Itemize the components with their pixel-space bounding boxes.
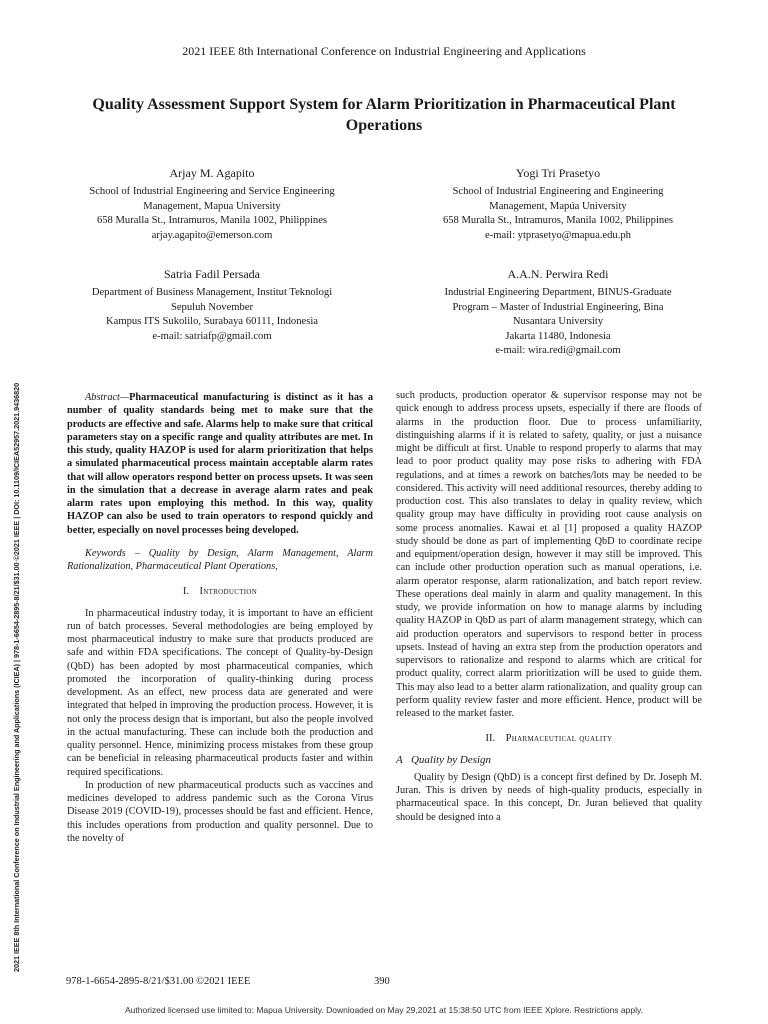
page-number: 390 — [374, 976, 390, 987]
subsection-letter: A — [396, 753, 403, 766]
author-affiliation-line: Sepuluh November — [170, 301, 254, 313]
section-heading-pharmaceutical-quality — [396, 732, 702, 745]
doi-sidebar: 2021 IEEE 8th International Conference on Industrial Engineering and Applications (ICIEA) | 978-1-6654-2895-8/21/$31.00 ©2021 IEEE | DOI: 10.1109/ICIEA52957.2021.9436820 — [12, 382, 21, 972]
author-email: e-mail: wira.redi@gmail.com — [495, 345, 621, 357]
section-heading-introduction — [67, 585, 373, 598]
author-email: e-mail: ytprasetyo@mapua.edu.ph — [485, 229, 631, 241]
paper-title: Quality Assessment Support System for Alarm Prioritization in Pharmaceutical Plant Operations — [92, 96, 676, 134]
left-column — [67, 391, 373, 845]
abstract — [67, 391, 373, 537]
author-affiliation-line: 658 Muralla St., Intramuros, Manila 1002, Philippines — [442, 215, 674, 227]
author-email: arjay.agapito@emerson.com — [151, 229, 273, 241]
author-block-4 — [408, 266, 708, 359]
paragraph: In pharmaceutical industry today, it is important to have an efficient run of batch processes. Several methodologies are being employed by most pharmaceutical industry to make sure that products produced are safe and within FDA specifications. The concept of Quality-by-Design (QbD) has been adopted by most pharmaceutical companies, which promoted the incorporation of quality-thinking during process development. As an effect, new process data are generated and were integrated that helped in improving the production process. However, it is not only the process design that is important, but also the people involved in the actual manufacturing. These can include both the production and quality personnel. Hence, minimizing process mistakes from these group can be beneficial in releasing pharmaceutical products faster and within required specifications. — [67, 607, 373, 778]
author-affiliation-line: Department of Business Management, Institut Teknologi — [91, 287, 333, 298]
author-name: A.A.N. Perwira Redi — [507, 267, 609, 281]
abstract-text: Pharmaceutical manufacturing is distinct as it has a number of quality standards being met to make sure that the products are effective and safe. Alarms help to make sure that critical parameters stay on a specific range and quality attributes are met. In this study, quality HAZOP is used for alarm prioritization that helps a simulated pharmaceutical process maintain acceptable alarm rates that will allow operators respond better on process upsets. It was seen in the simulation that a decrease in average alarm rates and peak alarm rates upon employing this method. In this way, quality HAZOP can also be used to train operators to respond quickly and better, especially on novel processes being developed. — [67, 392, 373, 536]
section-number: II. — [485, 733, 496, 745]
author-affiliation-line: Kampus ITS Sukolilo, Surabaya 60111, Indonesia — [106, 316, 318, 328]
author-block-3 — [62, 266, 362, 344]
author-affiliation-line: 658 Muralla St., Intramuros, Manila 1002, Philippines — [96, 215, 328, 227]
author-affiliation-line: Management, Mapúa University — [489, 200, 627, 212]
licence-notice: Authorized licensed use limited to: Mapua University. Downloaded on May 29,2021 at 15:38:50 UTC from IEEE Xplore. Restrictions apply. — [125, 1005, 643, 1015]
conference-header: 2021 IEEE 8th International Conference on Industrial Engineering and Applications — [182, 44, 586, 58]
abstract-label: Abstract— — [85, 392, 130, 403]
section-number: I. — [182, 586, 189, 598]
paragraph: Quality by Design (QbD) is a concept first defined by Dr. Joseph M. Juran. This is driven by needs of high-quality products, especially in pharmaceutical space. In this concept, Dr. Juran believed that quality should be designed into a — [396, 771, 702, 823]
author-name: Yogi Tri Prasetyo — [515, 166, 601, 180]
author-affiliation-line: Management, Mapua University — [143, 200, 281, 212]
subsection-heading-qbd — [396, 754, 702, 767]
paragraph: such products, production operator & supervisor response may not be quick enough to address process upsets, especially if there are floods of alarms in the production floor. Due to process unfamiliarity, distinguishing alarms if it is related to safety, quality, or just a nuisance might be difficult at first. Unable to respond properly to alarms that may lead to poor product quality may pose risks to adhering with FDA regulations, and at times a rework on batches/lots may be needed to be considered. This activity will need additional resources, thereby adding to production cost. This also translates to delay in quality review, which quality group may have difficulty in providing root cause analysis on some process anomalies. Kawai et al [1] proposed a quality HAZOP study should be done as part of implementing QbD to coordinate recipe and equipment/operation design, however it may still be improved. This can include other production operation such as manual operations, i.e. alarm operator response, alarm rationalization, and batch report review. These operations deal mainly in alarm and quality management. In this study, we provide information on how to manage alarms by including quality HAZOP in QbD as part of alarm management strategy, which can aid production operators and supervisors to respond better in process upsets. Instead of having an extra step from the production operators and supervisors to rationalize and respond to alarms which are critical for product quality, correct alarm prioritization will be used to guide them. This may also lead to a better alarm rationalization, and quality group can perform quality review faster and more efficient. Hence, product will be released to the market faster. — [396, 390, 702, 719]
author-block-2 — [408, 165, 708, 243]
section-title: Introduction — [199, 586, 258, 598]
footer-isbn: 978-1-6654-2895-8/21/$31.00 ©2021 IEEE — [66, 976, 251, 987]
section-title: Pharmaceutical quality — [505, 733, 613, 745]
author-affiliation-line: Jakarta 11480, Indonesia — [505, 330, 611, 342]
author-block-1 — [62, 165, 362, 243]
author-name: Arjay M. Agapito — [169, 166, 255, 180]
paragraph: In production of new pharmaceutical products such as vaccines and medicines developed to address pandemic such as the Corona Virus Disease 2019 (COVID-19), processes should be fast and efficient. Hence, this includes operations from production and quality personnel. Due to the novelty of — [67, 779, 373, 844]
author-name: Satria Fadil Persada — [164, 267, 260, 281]
author-affiliation-line: School of Industrial Engineering and Engineering — [452, 186, 664, 197]
subsection-title: Quality by Design — [410, 753, 492, 766]
author-email: e-mail: satriafp@gmail.com — [152, 330, 272, 342]
author-affiliation-line: School of Industrial Engineering and Service Engineering — [89, 186, 335, 197]
author-affiliation-line: Program – Master of Industrial Engineering, Bina — [452, 301, 664, 313]
keywords: Keywords – Quality by Design, Alarm Management, Alarm Rationalization, Pharmaceutical Plant Operations, — [67, 547, 373, 572]
author-affiliation-line: Industrial Engineering Department, BINUS-Graduate — [444, 287, 672, 298]
author-affiliation-line: Nusantara University — [512, 316, 604, 328]
right-column — [396, 389, 702, 824]
